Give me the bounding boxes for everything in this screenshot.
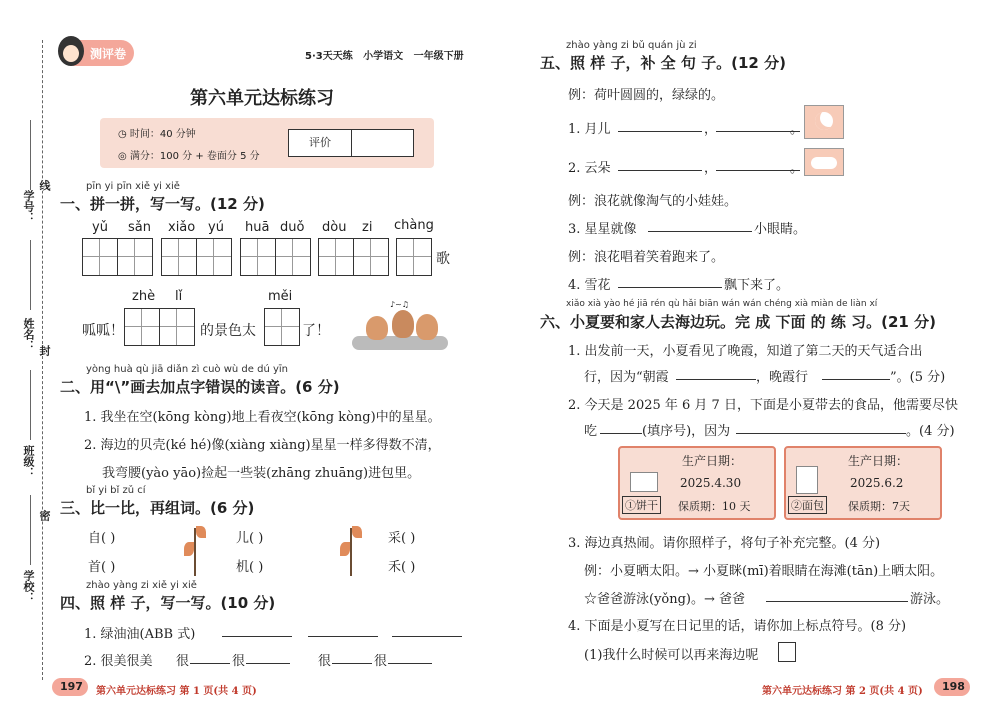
char-grid-6[interactable]: [124, 308, 195, 346]
s6-q2-line1: 2. 今天是 2025 年 6 月 7 日，下面是小夏带去的食品，他需要尽快: [568, 398, 958, 413]
moon-icon: [804, 105, 844, 139]
s6-q1-line2b: ，晚霞行: [756, 370, 809, 385]
s5-q2-label: 2. 云朵: [568, 161, 611, 176]
card2-date: 2025.6.2: [850, 476, 904, 490]
s5-q1-blank1[interactable]: [618, 131, 702, 132]
s4-blank-6[interactable]: [332, 663, 372, 664]
subject: 小学语文: [363, 51, 404, 62]
s6-q1-line2a: 行，因为“朝霞: [584, 370, 669, 385]
s6-q3-example: 例：小夏晒太阳。→ 小夏眯(mī)着眼睛在海滩(tān)上晒太阳。: [584, 564, 944, 579]
py-yu2: yú: [208, 220, 224, 235]
cloud-icon: [804, 148, 844, 176]
sprout-icon-1: [184, 522, 206, 578]
s1-prefix: 呱呱！: [82, 323, 124, 339]
margin-xian: 线: [38, 180, 51, 191]
sprout-icon-2: [340, 522, 362, 578]
s6-q2-line2a: 吃: [584, 424, 598, 439]
footer-text-right: 第六单元达标练习 第 2 页(共 4 页): [762, 686, 923, 697]
s5-example1: 例：荷叶圆圆的，绿绿的。: [568, 88, 725, 103]
s4-blank-3[interactable]: [392, 636, 462, 637]
margin-line-1: [30, 120, 31, 190]
s4-line1: 1. 绿油油(ABB 式): [84, 627, 196, 642]
margin-line-2: [30, 240, 31, 310]
s6-pinyin: xiǎo xià yào hé jiā rén qù hǎi biān wán wán chéng xià miàn de liàn xí: [566, 299, 878, 309]
char-grid-7[interactable]: [264, 308, 300, 346]
s5-q2-period: 。: [790, 161, 804, 176]
mascot-icon: [58, 36, 84, 66]
full-score: ◎ 满分：100 分 + 卷面分 5 分: [118, 151, 260, 162]
py-yu: yǔ: [92, 220, 108, 235]
s5-example3: 例：浪花唱着笑着跑来了。: [568, 250, 725, 265]
s1-mid: 的景色太: [200, 323, 256, 339]
char-grid-2[interactable]: [161, 238, 232, 276]
s4-blank-5[interactable]: [246, 663, 290, 664]
binding-line: [42, 40, 43, 680]
margin-line-4: [30, 495, 31, 565]
s5-q3-label: 3. 星星就像: [568, 222, 637, 237]
word-ji[interactable]: 机( ): [236, 560, 264, 575]
margin-xuexiao: 学校：: [22, 570, 35, 603]
s6-q3-suffix: 游泳。: [910, 592, 950, 607]
s6-q2-line2b: (填序号)，因为: [642, 424, 731, 439]
page-number: 197: [60, 680, 83, 693]
margin-feng: 封: [38, 345, 51, 356]
py-chang: chàng: [394, 218, 434, 233]
s6-q1-line2c: ”。(5 分): [890, 370, 946, 385]
s5-q3-suffix: 小眼睛。: [754, 222, 807, 237]
s3-pinyin: bǐ yi bǐ zǔ cí: [86, 485, 146, 496]
score-text: 满分：100 分 + 卷面分 5 分: [129, 151, 260, 162]
s6-q3-line2: ☆爸爸游泳(yǒng)。→ 爸爸: [584, 592, 746, 607]
hen-4: 很: [374, 654, 388, 669]
s1-suffix: 了！: [302, 323, 330, 339]
card1-item: ①饼干: [622, 496, 661, 514]
word-zi[interactable]: 自( ): [88, 531, 116, 546]
s6-q1-blank1[interactable]: [676, 379, 756, 380]
s2-pinyin: yòng huà qù jiā diǎn zì cuò wù de dú yīn: [86, 364, 288, 375]
s6-q4-line1: 4. 下面是小夏写在日记里的话，请你加上标点符号。(8 分): [568, 619, 907, 634]
card1-date: 2025.4.30: [680, 476, 742, 490]
s4-blank-2[interactable]: [308, 636, 378, 637]
badge-label: 测评卷: [90, 47, 127, 61]
word-er[interactable]: 儿( ): [236, 531, 264, 546]
hen-3: 很: [318, 654, 332, 669]
eval-input[interactable]: [352, 130, 413, 156]
s2-line2[interactable]: 2. 海边的贝壳(ké hé)像(xiàng xiàng)星星一样多得数不清，: [84, 438, 441, 453]
s6-q1-line1: 1. 出发前一天，小夏看见了晚霞，知道了第二天的天气适合出: [568, 344, 923, 359]
food-card-biscuit: [618, 446, 776, 520]
hen-1: 很: [176, 654, 190, 669]
py-duo: duǒ: [280, 220, 305, 235]
s5-q2-blank2[interactable]: [716, 170, 800, 171]
char-grid-5[interactable]: [396, 238, 432, 276]
s5-q3-blank[interactable]: [648, 231, 752, 232]
page-number-right: 198: [942, 680, 965, 693]
card2-label: 生产日期：: [848, 454, 909, 468]
py-li: lǐ: [175, 289, 183, 304]
py-hua: huā: [245, 220, 270, 235]
card1-shelf: 保质期：10 天: [678, 500, 751, 513]
s4-blank-7[interactable]: [388, 663, 432, 664]
card2-shelf: 保质期：7天: [848, 500, 910, 513]
s5-example2: 例：浪花就像淘气的小娃娃。: [568, 194, 738, 209]
card1-label: 生产日期：: [682, 454, 743, 468]
s1-pinyin: pīn yi pīn xiě yi xiě: [86, 181, 180, 192]
hen-2: 很: [232, 654, 246, 669]
food-card-bread: [784, 446, 942, 520]
right-page: [500, 0, 1000, 712]
word-cai[interactable]: 采( ): [388, 531, 416, 546]
py-san: sǎn: [128, 220, 151, 235]
margin-banji: 班级：: [22, 445, 35, 478]
s2-line1[interactable]: 1. 我坐在空(kōng kòng)地上看夜空(kōng kòng)中的星星。: [84, 410, 441, 425]
s4-blank-4[interactable]: [190, 663, 230, 664]
s2-line3[interactable]: 我弯腰(yào yāo)捡起一些装(zhāng zhuāng)进包里。: [102, 466, 421, 481]
py-zhe: zhè: [132, 289, 156, 304]
footer-text: 第六单元达标练习 第 1 页(共 4 页): [96, 686, 257, 697]
time-limit: ◷ 时间：40 分钟: [118, 129, 196, 140]
s4-pinyin: zhào yàng zi xiě yi xiě: [86, 580, 197, 591]
char-grid-3[interactable]: [240, 238, 311, 276]
py-zi: zi: [362, 220, 373, 235]
py-mei: měi: [268, 289, 293, 304]
s5-pinyin: zhào yàng zi bǔ quán jù zi: [566, 40, 697, 51]
margin-line-3: [30, 370, 31, 440]
char-grid-4[interactable]: [318, 238, 389, 276]
s6-q2-blank1[interactable]: [600, 433, 642, 434]
margin-mi: 密: [38, 510, 51, 521]
ge-char: 歌: [436, 251, 450, 267]
s6-title: 六、小夏要和家人去海边玩。完 成 下面 的 练 习。(21 分): [540, 313, 936, 331]
card2-item: ②面包: [788, 496, 827, 514]
bread-icon: [796, 466, 818, 494]
s5-q4-suffix: 飘下来了。: [724, 278, 790, 293]
py-dou: dòu: [322, 220, 347, 235]
char-grid-1[interactable]: [82, 238, 153, 276]
s2-title: 二、用“\”画去加点字错误的读音。(6 分): [60, 378, 340, 396]
s6-q1-blank2[interactable]: [822, 379, 890, 380]
s5-q1-label: 1. 月儿: [568, 122, 611, 137]
s5-q1-comma: ，: [704, 122, 718, 137]
s3-title: 三、比一比，再组词。(6 分): [60, 499, 255, 517]
page-title: 第六单元达标练习: [190, 88, 334, 109]
s6-q3-blank[interactable]: [766, 601, 908, 602]
s5-title: 五、照 样 子，补 全 句 子。(12 分): [540, 54, 786, 72]
s5-q2-comma: ，: [704, 161, 718, 176]
series: 5·3天天练: [305, 51, 353, 62]
s6-q3-line1: 3. 海边真热闹。请你照样子，将句子补充完整。(4 分): [568, 536, 881, 551]
frogs-illustration-icon: ♪~♫: [352, 300, 452, 355]
s4-blank-1[interactable]: [222, 636, 292, 637]
s5-q1-period: 。: [790, 122, 804, 137]
s6-q4-line2: (1)我什么时候可以再来海边呢: [584, 648, 759, 663]
s6-q2-line2c: 。(4 分): [906, 424, 955, 439]
punctuation-box[interactable]: [778, 642, 796, 662]
biscuit-icon: [630, 472, 658, 492]
s5-q2-blank1[interactable]: [618, 170, 702, 171]
s5-q1-blank2[interactable]: [716, 131, 800, 132]
eval-label: 评价: [289, 130, 352, 156]
s4-line2: 2. 很美很美: [84, 654, 153, 669]
s5-q4-blank[interactable]: [618, 287, 722, 288]
word-he[interactable]: 禾( ): [388, 560, 416, 575]
margin-xuehao: 学号：: [22, 190, 35, 223]
word-shou[interactable]: 首( ): [88, 560, 116, 575]
s5-q4-label: 4. 雪花: [568, 278, 611, 293]
grade: 一年级下册: [413, 51, 464, 62]
header-meta: [305, 47, 464, 62]
s1-title: 一、拼一拼，写一写。(12 分): [60, 195, 265, 213]
time-text: 时间：40 分钟: [129, 129, 196, 140]
py-xiao: xiǎo: [168, 220, 196, 235]
s6-q2-blank2[interactable]: [736, 433, 906, 434]
s4-title: 四、照 样 子，写一写。(10 分): [60, 594, 276, 612]
margin-xingming: 姓名：: [22, 318, 35, 351]
eval-box: [288, 129, 414, 157]
